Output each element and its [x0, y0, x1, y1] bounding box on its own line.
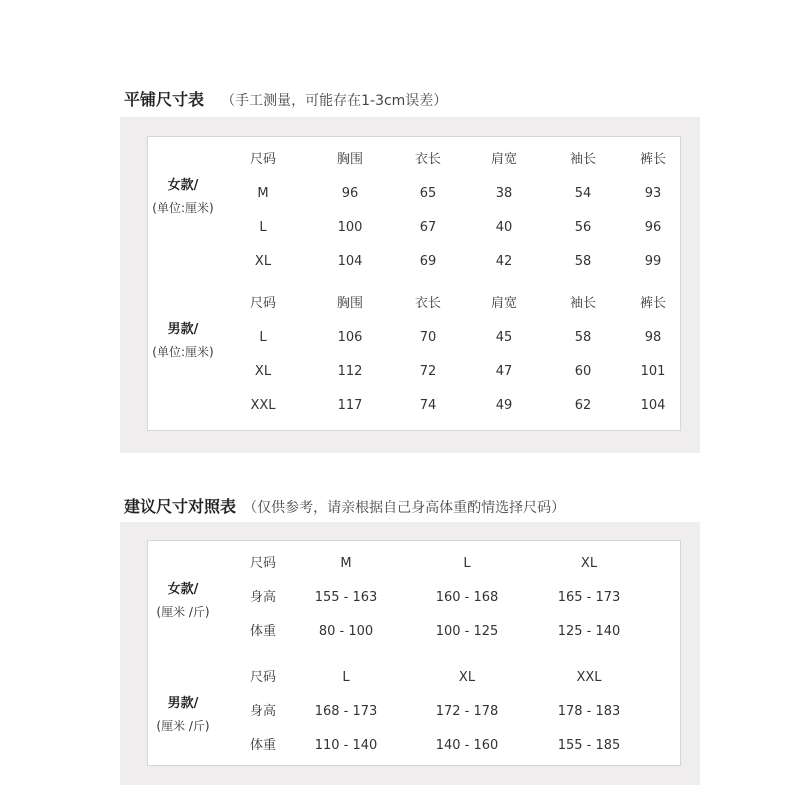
group-label	[152, 321, 213, 361]
table-cell: 160 - 168	[435, 590, 499, 605]
table-cell: 104	[337, 254, 363, 269]
column-header: 肩宽	[490, 296, 518, 311]
column-header: 袖长	[569, 152, 597, 167]
table-cell: 67	[419, 220, 437, 235]
row-header: 体重	[249, 738, 277, 753]
table-cell: 106	[337, 330, 363, 345]
table-cell: 168 - 173	[314, 704, 378, 719]
group-name: 男款/	[167, 322, 199, 337]
table-cell: 140 - 160	[435, 738, 499, 753]
table-cell: 49	[495, 398, 513, 413]
group-name: 男款/	[167, 696, 199, 711]
table-cell: 65	[419, 186, 437, 201]
group-name: 女款/	[167, 178, 199, 193]
table-cell: 56	[574, 220, 592, 235]
table-cell: XXL	[250, 398, 276, 413]
size-guide-table-heading	[124, 494, 565, 517]
table-cell: 47	[495, 364, 513, 379]
column-header: 袖长	[569, 296, 597, 311]
table-cell: 165 - 173	[557, 590, 621, 605]
table-cell: L	[342, 670, 350, 685]
table-cell: 45	[495, 330, 513, 345]
table-cell: 58	[574, 330, 592, 345]
table-cell: 54	[574, 186, 592, 201]
column-header: 胸围	[336, 296, 364, 311]
group-label	[156, 695, 209, 735]
table-cell: 155 - 163	[314, 590, 378, 605]
table-cell: 100	[337, 220, 363, 235]
table-cell: 58	[574, 254, 592, 269]
table-cell: L	[463, 556, 471, 571]
table-cell: 172 - 178	[435, 704, 499, 719]
table-cell: L	[259, 330, 267, 345]
flat-size-table-card	[147, 136, 681, 431]
column-header: 裤长	[639, 296, 667, 311]
flat-size-table-title: 平铺尺寸表	[124, 90, 205, 109]
table-cell: L	[259, 220, 267, 235]
column-header: 尺码	[249, 296, 277, 311]
column-header: 胸围	[336, 152, 364, 167]
size-guide-table-panel	[120, 522, 700, 785]
column-header: 裤长	[639, 152, 667, 167]
table-cell: 96	[644, 220, 662, 235]
table-cell: 104	[640, 398, 666, 413]
table-cell: 155 - 185	[557, 738, 621, 753]
table-cell: 42	[495, 254, 513, 269]
group-name: 女款/	[167, 582, 199, 597]
table-cell: 72	[419, 364, 437, 379]
group-label	[156, 581, 209, 621]
row-header: 尺码	[249, 670, 277, 685]
table-cell: XL	[580, 556, 598, 571]
table-cell: 38	[495, 186, 513, 201]
table-cell: 178 - 183	[557, 704, 621, 719]
table-cell: 69	[419, 254, 437, 269]
table-cell: XL	[254, 364, 272, 379]
table-cell: 62	[574, 398, 592, 413]
flat-size-table-heading	[124, 87, 447, 110]
group-unit: (厘米 /斤)	[156, 605, 210, 619]
group-unit: (厘米 /斤)	[156, 719, 210, 733]
column-header: 衣长	[414, 296, 442, 311]
group-label	[152, 177, 213, 217]
table-cell: 117	[337, 398, 363, 413]
table-cell: XXL	[576, 670, 602, 685]
column-header: 肩宽	[490, 152, 518, 167]
column-header: 尺码	[249, 152, 277, 167]
table-cell: 96	[341, 186, 359, 201]
table-cell: 101	[640, 364, 666, 379]
group-unit: (单位:厘米)	[152, 345, 214, 359]
table-cell: M	[340, 556, 352, 571]
table-cell: 99	[644, 254, 662, 269]
table-cell: 112	[337, 364, 363, 379]
table-cell: 100 - 125	[435, 624, 499, 639]
table-cell: 70	[419, 330, 437, 345]
row-header: 身高	[249, 590, 277, 605]
size-guide-table-card	[147, 540, 681, 766]
group-unit: (单位:厘米)	[152, 201, 214, 215]
table-cell: 60	[574, 364, 592, 379]
table-cell: 125 - 140	[557, 624, 621, 639]
table-cell: 110 - 140	[314, 738, 378, 753]
table-cell: M	[257, 186, 269, 201]
table-cell: 93	[644, 186, 662, 201]
row-header: 尺码	[249, 556, 277, 571]
table-cell: XL	[458, 670, 476, 685]
row-header: 体重	[249, 624, 277, 639]
column-header: 衣长	[414, 152, 442, 167]
table-cell: XL	[254, 254, 272, 269]
table-cell: 40	[495, 220, 513, 235]
flat-size-table-panel	[120, 117, 700, 453]
table-cell: 80 - 100	[318, 624, 374, 639]
size-guide-table-note: （仅供参考，请亲根据自己身高体重酌情选择尺码）	[243, 500, 566, 516]
table-cell: 98	[644, 330, 662, 345]
row-header: 身高	[249, 704, 277, 719]
flat-size-table-note: （手工测量，可能存在1-3cm误差）	[221, 93, 448, 109]
size-guide-table-title: 建议尺寸对照表	[124, 497, 237, 516]
table-cell: 74	[419, 398, 437, 413]
